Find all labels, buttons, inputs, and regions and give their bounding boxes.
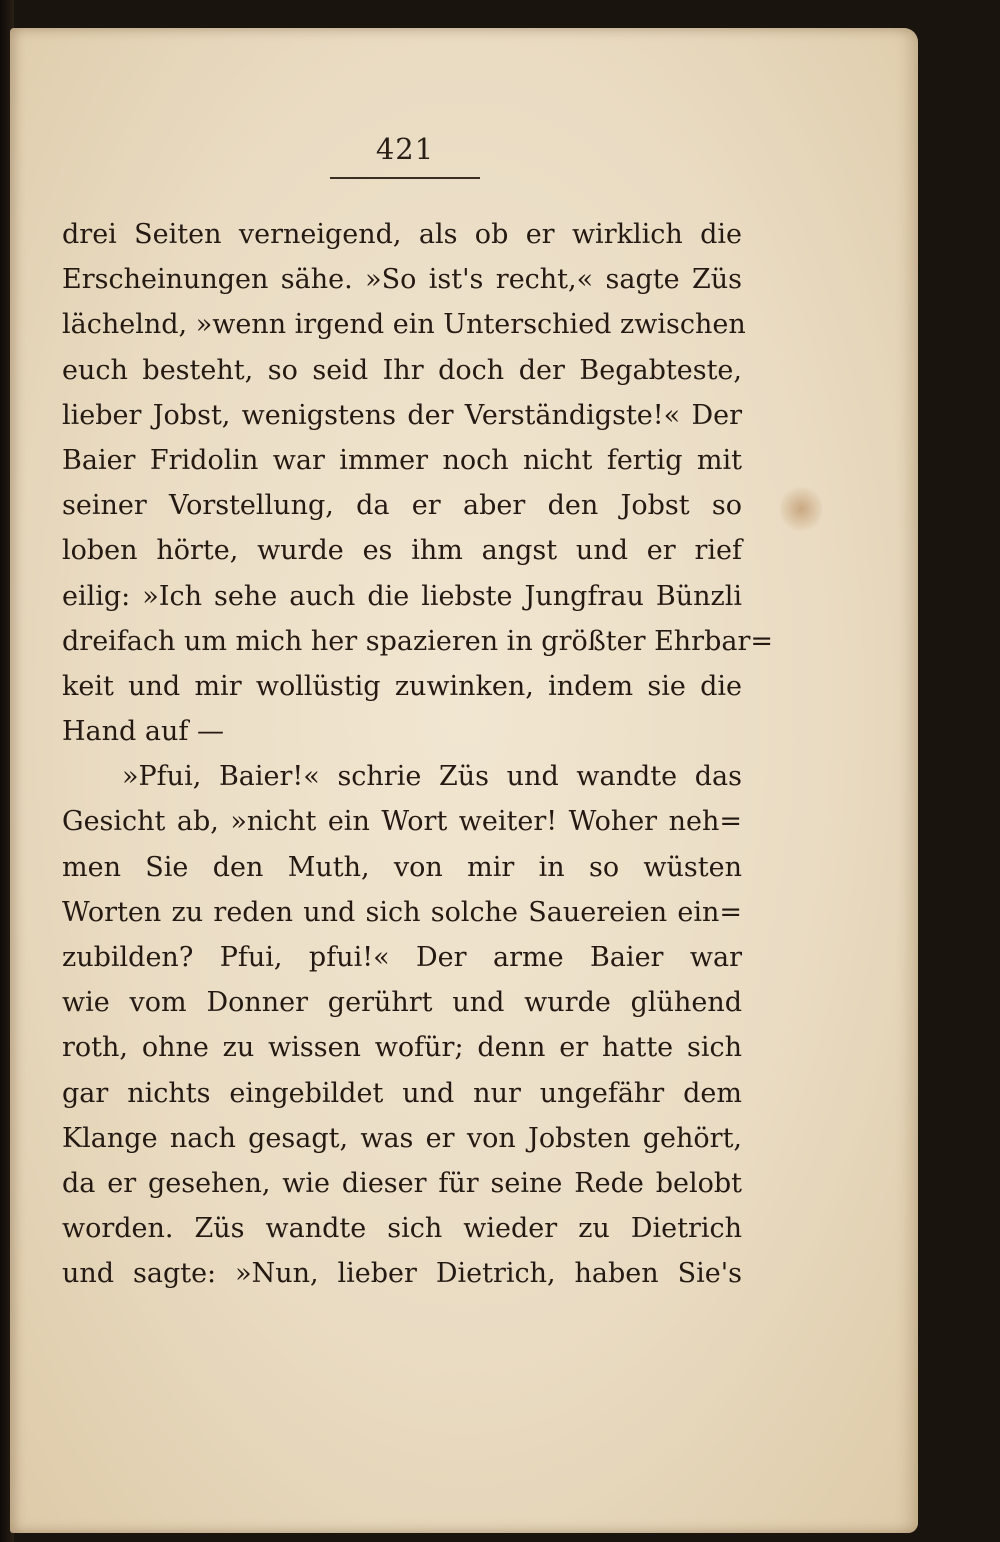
text-line: lieber Jobst, wenigstens der Verständigste!« Der <box>62 399 742 431</box>
text-line: drei Seiten verneigend, als ob er wirklich die <box>62 219 742 250</box>
text-line: »Pfui, Baier!« schrie Züs und wandte das <box>122 761 742 793</box>
text-line: Erscheinungen sähe. »So ist's recht,« sagte Züs <box>62 264 742 296</box>
header-rule <box>330 177 480 179</box>
text-line: roth, ohne zu wissen wofür; denn er hatte sich <box>62 1032 742 1064</box>
text-line: Baier Fridolin war immer noch nicht fertig mit <box>62 444 742 476</box>
text-line: Worten zu reden und sich solche Sauereien ein= <box>62 896 742 928</box>
text-line: eilig: »Ich sehe auch die liebste Jungfrau Bünzli <box>62 580 742 612</box>
paper-stain <box>780 483 822 535</box>
text-line: dreifach um mich her spazieren in größter Ehrbar= <box>62 625 774 657</box>
text-line: loben hörte, wurde es ihm angst und er rief <box>62 535 742 567</box>
text-line: seiner Vorstellung, da er aber den Jobst so <box>62 490 742 522</box>
text-line: gar nichts eingebildet und nur ungefähr dem <box>62 1077 742 1109</box>
text-line: keit und mir wollüstig zuwinken, indem sie die <box>62 670 742 702</box>
text-line: da er gesehen, wie dieser für seine Rede belobt <box>62 1167 742 1199</box>
text-line: men Sie den Muth, von mir in so wüsten <box>62 851 742 883</box>
text-line: Klange nach gesagt, was er von Jobsten gehört, <box>62 1122 742 1154</box>
text-line: lächelnd, »wenn irgend ein Unterschied zwischen <box>62 309 746 341</box>
text-line: und sagte: »Nun, lieber Dietrich, haben Sie's <box>62 1258 742 1290</box>
text-line: zubilden? Pfui, pfui!« Der arme Baier war <box>62 942 742 973</box>
text-line: Hand auf — <box>62 716 224 748</box>
body-text <box>62 212 774 1297</box>
page-number: 421 <box>375 132 435 166</box>
text-line: euch besteht, so seid Ihr doch der Begabteste, <box>62 354 742 386</box>
text-line: Gesicht ab, »nicht ein Wort weiter! Woher neh= <box>62 806 742 838</box>
text-line: worden. Züs wandte sich wieder zu Dietrich <box>62 1213 742 1245</box>
text-line: wie vom Donner gerührt und wurde glühend <box>62 987 742 1019</box>
